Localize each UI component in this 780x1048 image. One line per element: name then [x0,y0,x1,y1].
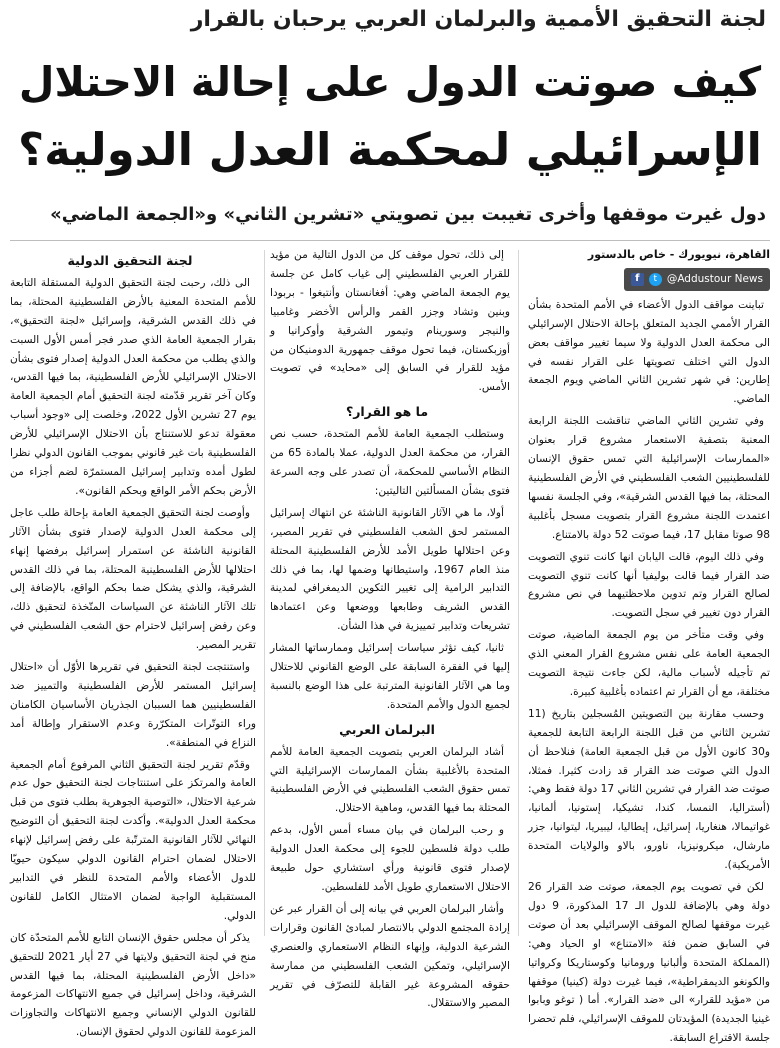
paragraph: و رحب البرلمان في بيان مساء أمس الأول، بدعم طلب دولة فلسطين للجوء إلى محكمة العدل الدولية لإصدار فتوى قانونية ورأي استشاري حول طبيعة الاحتلال الاستعماري طويل الأمد للفلسطين. [270,824,510,893]
social-badge[interactable] [624,268,770,291]
paragraph: ثانيا، كيف تؤثر سياسات إسرائيل وممارساتها المشار إليها في الفقرة السابقة على الوضع القانوني للاحتلال وما هي الآثار القانونية المترتبة على هذا الوضع بالنسبة لجميع الدول والأمم المتحدة. [270,642,510,711]
headline-line-2: الإسرائيلي لمحكمة العدل الدولية؟ [18,123,762,176]
social-handle: @Addustour News [666,272,763,285]
header-rule [10,240,770,241]
column-2 [270,246,510,1010]
byline: القاهرة، نيويورك - خاص بالدستور [587,248,770,261]
paragraph: واستنتجت لجنة التحقيق في تقريرها الأوّل أن «احتلال إسرائيل المستمر للأرض الفلسطينية والتمييز ضد الفلسطينيين هما السببان الجذريان الأساسيان الكامنان وراء التوتّرات المتكرّرة وعدم الاستقرار وإطالة أمد النزاع في المنطقة». [10,661,256,749]
headline-line-1: كيف صوتت الدول على إحالة الاحتلال [18,58,762,106]
column-1 [528,246,770,1045]
article-kicker: لجنة التحقيق الأممية والبرلمان العربي يرحبان بالقرار [190,7,766,32]
column-divider [264,250,265,936]
paragraph: أولا، ما هي الآثار القانونية الناشئة عن انتهاك إسرائيل المستمر لحق الشعب الفلسطيني في تقرير المصير، وعن احتلالها طويل الأمد للأرض الفلسطينية المحتلة منذ العام 1967، واستيطانها وضمها لها، بما في ذلك التدابير الرامية إلى تغيير التكوين الديمغرافي لمدينة القدس الشريف وطابعها ووضعها وعن اعتمادها تشريعات وتدابير تمييزية في هذا الشأن. [270,506,510,633]
paragraph: تباينت مواقف الدول الأعضاء في الأمم المتحدة بشأن القرار الأممي الجديد المتعلق بإحالة الاحتلال الإسرائيلي الى محكمة العدل الدولية ولا سيما تغيير مواقف بعض الدول التي اختلف تصويتها على القرار نفسه في إطارين: في شهر تشرين الثاني الماضي ويوم الجمعة الماضي. [528,298,770,406]
section-heading: ما هو القرار؟ [345,404,429,420]
paragraph: الى ذلك، رحبت لجنة التحقيق الدولية المستقلة التابعة للأمم المتحدة المعنية بالأرض الفلسطينية المحتلة، بما في ذلك القدس الشرقية، وإسرائيل «لجنة التحقيق»، بقرار الجمعية العامة الذي صدر فجر أمس الأول السبت والذي يطلب من محكمة العدل الدولية إصدار فتوى بشأن الاحتلال الإسرائيلي للأرض الفلسطينية، بما فيها القدس، وكان آخر تقرير قدّمته لجنة التحقيق أمام الجمعية العامة يوم 27 تشرين الأول 2022، وخلصت إلى «وجود أسباب معقولة تدعو للاستنتاج بأن الاحتلال الإسرائيلي للأرض الفلسطينية بات غير قانوني بموجب القانون الدولي نظرا لطول أمده وتدابير إسرائيل المستمرّة لضم أجزاء من الأرض بحكم الأمر الواقع وبحكم القانون». [9,276,256,497]
paragraph: وفي ذلك اليوم، قالت اليابان انها كانت تنوي التصويت ضد القرار فيما قالت بوليفيا أنها كانت تنوي التصويت لصالح القرار وتم تدوين ملاحظتيهما في نص مشروع القرار دون تغيير في سجل التصويت. [528,550,770,620]
column-divider [518,250,519,936]
section-heading: لجنة التحقيق الدولية [67,253,193,268]
paragraph: وقدّم تقرير لجنة التحقيق الثاني المرفوع أمام الجمعية العامة والمرتكز على استنتاجات لجنة التحقيق حول عدم شرعية الاحتلال، «التوصية الجوهرية بطلب فتوى من قبل محكمة العدل الدولية». وأكدت لجنة التحقيق أن التوضيح النهائي للآثار القانونية المترتّبة على رفض إسرائيل لإنهاء الاحتلال لضمان احترام القانون الدولي سيكون حيويّا للدول الأعضاء والأمم المتحدة للنظر في التدابير المستقبلية الواجبة لضمان الامتثال الكامل للقانون الدولي. [10,758,256,922]
article-subtitle: دول غيرت موقفها وأخرى تغيبت بين تصويتي «تشرين الثاني» و«الجمعة الماضي» [50,204,766,225]
facebook-icon[interactable]: f [631,273,644,286]
column-3 [9,246,257,1039]
paragraph: لكن في تصويت يوم الجمعة، صوتت ضد القرار 26 دولة وهي بالإضافة للدول الـ 17 المذكورة، 9 دول غيرت موقفها لصالح الموقف الإسرائيلي بعد أن صوتت في السابق ضمن فئة «الامتناع» او الحياد وهي: (المملكة المتحدة وألبانيا ورومانيا وكوستاريكا وكرواتيا والكونغو الديمقراطية»، فيما غيرت دولة (كينيا) موقفها من «مؤيد للقرار» الى «ضد القرار». أما ( توغو وبابوا غينيا الجديدة) المؤيدتان للموقف الإسرائيلي، فلم تحضرا جلسة الاقتراع السابقة. [528,881,770,1045]
paragraph: وحسب مقارنة بين التصويتين المُسجلين بتاريخ (11 تشرين الثاني من قبل اللجنة الرابعة التابعة للجمعية و30 كانون الأول من قبل الجمعية العامة) فنلاحظ أن الدول التي صوتت ضد القرار قد زادت كثيرا. فمثلا، صوتت ضد القرار في تشرين الثاني 17 دولة فقط وهي: (أستراليا، النمسا، كندا، تشيكيا، إستونيا، ألمانيا، غواتيمالا، هنغاريا، إسرائيل، إيطاليا، ليبيريا، ليتوانيا، جزر مارشال، ميكرونيزيا، ناورو، بالاو والولايات المتحدة الأمريكية). [528,707,770,872]
section-heading: البرلمان العربي [339,721,435,737]
paragraph: يذكر أن مجلس حقوق الإنسان التابع للأمم المتحدّة كان منح في لجنة التحقيق ولايتها في 27 أيار 2021 للتحقيق «داخل الأرض الفلسطينية المحتلة، بما فيها القدس الشرقية، وداخل إسرائيل في جميع الانتهاكات المزعومة للقانون الدولي الإنساني وجميع الانتهاكات والتجاوزات المزعومة للقانون الدولي لحقوق الإنسان. [10,931,257,1039]
twitter-icon[interactable]: t [649,273,662,286]
paragraph: وفي وقت متأخر من يوم الجمعة الماضية، صوتت الجمعية العامة على نفس مشروع القرار المعني الذي تم تأجيله لأسباب مالية، لكن جاءت نتيجة التصويت مختلفة، مع أن القرار تم اعتماده بأغلبية كبيرة. [528,629,770,698]
paragraph: إلى ذلك، تحول موقف كل من الدول التالية من مؤيد للقرار العربي الفلسطيني إلى غياب كامل عن جلسة يوم الجمعة الماضي وهي: أفغانستان وأنتيغوا - بربودا وبنين وتشاد وجزر القمر والرأس الأخضر وغامبيا والنيجر وسورينام وتيمور الشرقية وأوكرانيا و أوزبكستان، فيما تحول موقف جمهورية الدومنيكان من مؤيد للقرار في السابق إلى «محايد» في تصويت الأمس. [270,249,510,394]
paragraph: وستطلب الجمعية العامة للأمم المتحدة، حسب نص القرار، من محكمة العدل الدولية، عملا بالمادة 65 من النظام الأساسي للمحكمة، أن تصدر على وجه السرعة فتوى بشأن المسألتين التاليتين: [270,428,510,497]
paragraph: وفي تشرين الثاني الماضي تناقشت اللجنة الرابعة المعنية بتصفية الاستعمار مشروع قرار بعنوان «الممارسات الإسرائيلية التي تمس حقوق الإنسان للفلسطينيين الشعب الفلسطيني في الأرض الفلسطينية المحتلة، بما فيها القدس الشرقية»، وفي الجلسة نفسها اعتمدت اللجنة مشروع القرار بتصويت مسجل بأغلبية 98 صوتا مقابل 17، فيما صوتت 52 دولة بالامتناع. [528,415,770,541]
paragraph: أشاد البرلمان العربي بتصويت الجمعية العامة للأمم المتحدة بالأغلبية بشأن الممارسات الإسرائيلية التي تمس حقوق الشعب الفلسطيني في الأرض الفلسطينية المحتلة بما فيها القدس، وماهية الاحتلال. [270,745,510,815]
paragraph: وأشار البرلمان العربي في بيانه إلى أن القرار عبر عن إرادة المجتمع الدولي بالانتصار لمبادئ القانون وقرارات الشرعية الدولية، وإنهاء النظام الاستعماري والعنصري الإسرائيلي، وتمكين الشعب الفلسطيني من ممارسة حقوقه المشروعة غير القابلة للتصرّف في تقرير المصير والاستقلال. [270,902,510,1010]
paragraph: وأوصت لجنة التحقيق الجمعية العامة بإحالة طلب عاجل إلى محكمة العدل الدولية لإصدار فتوى بشأن الآثار القانونية الناشئة عن استمرار إسرائيل برفضها إنهاء احتلالها للأرض الفلسطينية المحتلة، بما في ذلك القدس الشرقية، والذي يشكل ضما بحكم الواقع، بالإضافة إلى تلك الآثار الناشئة عن السياسات المتّخذة لتحقيق ذلك، وعن رفض إسرائيل لاحترام حق الشعب الفلسطيني في تقرير المصير. [10,506,256,652]
